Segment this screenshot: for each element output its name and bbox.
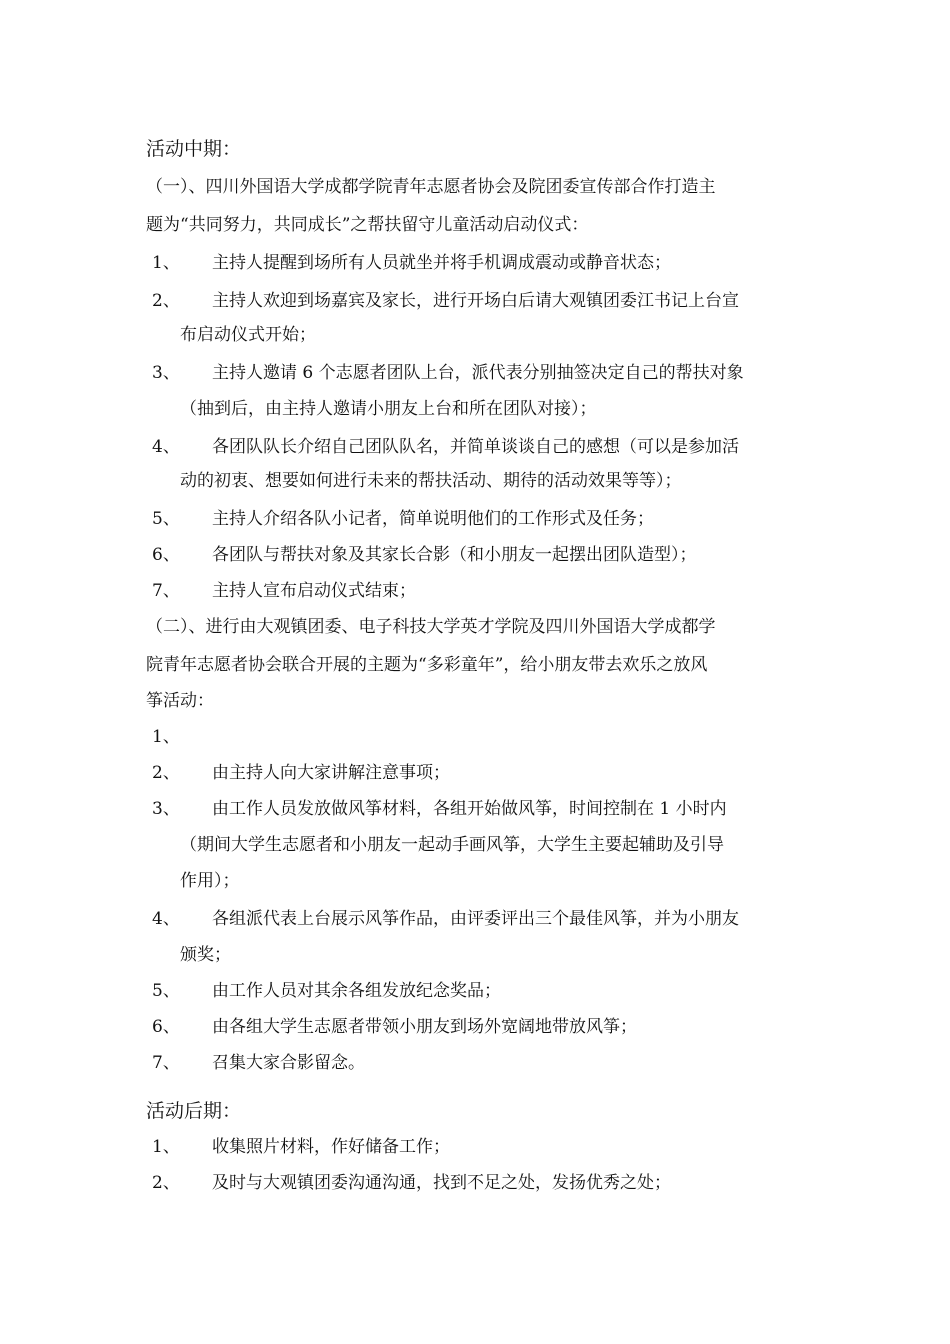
list-item: 主持人欢迎到场嘉宾及家长，进行开场白后请大观镇团委江书记上台宣 (212, 291, 739, 311)
list-item: 由工作人员对其余各组发放纪念奖品； (212, 981, 501, 1001)
section-heading-mid: 活动中期： (146, 138, 242, 160)
list-item: 召集大家合影留念。 (212, 1053, 365, 1073)
list-item: 由工作人员发放做风筝材料，各组开始做风筝，时间控制在 1 小时内 (212, 799, 727, 819)
item-number: 1、 (152, 727, 180, 747)
list-item-continuation: 布启动仪式开始； (180, 325, 316, 345)
list-item: 各团队与帮扶对象及其家长合影（和小朋友一起摆出团队造型）； (212, 545, 697, 565)
list-item-continuation: （期间大学生志愿者和小朋友一起动手画风筝，大学生主要起辅助及引导 (180, 835, 724, 855)
list-item: 由主持人向大家讲解注意事项； (212, 763, 450, 783)
list-item: 主持人介绍各队小记者，简单说明他们的工作形式及任务； (212, 509, 654, 529)
list-item: 各团队队长介绍自己团队队名，并简单谈谈自己的感想（可以是参加活 (212, 437, 739, 457)
list-item-continuation: 作用）； (180, 871, 240, 891)
section1-intro-line1: （一）、四川外国语大学成都学院青年志愿者协会及院团委宣传部合作打造主 (146, 177, 716, 197)
item-number: 6、 (152, 545, 180, 565)
list-item: 各组派代表上台展示风筝作品，由评委评出三个最佳风筝，并为小朋友 (212, 909, 739, 929)
item-number: 4、 (152, 437, 180, 457)
list-item: 由各组大学生志愿者带领小朋友到场外宽阔地带放风筝； (212, 1017, 637, 1037)
item-number: 1、 (152, 253, 180, 273)
list-item-continuation: 颁奖； (180, 945, 231, 965)
list-item: 主持人宣布启动仪式结束； (212, 581, 416, 601)
item-number: 4、 (152, 909, 180, 929)
section1-intro-line2: 题为“共同努力，共同成长”之帮扶留守儿童活动启动仪式： (146, 215, 589, 235)
item-number: 2、 (152, 763, 180, 783)
item-number: 2、 (152, 1173, 180, 1193)
section2-intro-line3: 筝活动： (146, 691, 214, 711)
item-number: 3、 (152, 363, 180, 383)
section2-intro-line1: （二）、进行由大观镇团委、电子科技大学英才学院及四川外国语大学成都学 (146, 617, 716, 637)
item-number: 2、 (152, 291, 180, 311)
item-number: 1、 (152, 1137, 180, 1157)
section-heading-post: 活动后期： (146, 1100, 242, 1122)
list-item: 收集照片材料，作好储备工作； (212, 1137, 450, 1157)
item-number: 5、 (152, 981, 180, 1001)
list-item-continuation: 动的初衷、想要如何进行未来的帮扶活动、期待的活动效果等等）； (180, 471, 682, 491)
item-number: 5、 (152, 509, 180, 529)
item-number: 7、 (152, 1053, 180, 1073)
list-item: 主持人邀请 6 个志愿者团队上台，派代表分别抽签决定自己的帮扶对象 (212, 363, 744, 383)
list-item: 主持人提醒到场所有人员就坐并将手机调成震动或静音状态； (212, 253, 671, 273)
list-item: 及时与大观镇团委沟通沟通，找到不足之处，发扬优秀之处； (212, 1173, 671, 1193)
section2-intro-line2: 院青年志愿者协会联合开展的主题为“多彩童年”，给小朋友带去欢乐之放风 (146, 655, 708, 675)
list-item-continuation: （抽到后，由主持人邀请小朋友上台和所在团队对接）； (180, 399, 597, 419)
item-number: 7、 (152, 581, 180, 601)
item-number: 3、 (152, 799, 180, 819)
item-number: 6、 (152, 1017, 180, 1037)
